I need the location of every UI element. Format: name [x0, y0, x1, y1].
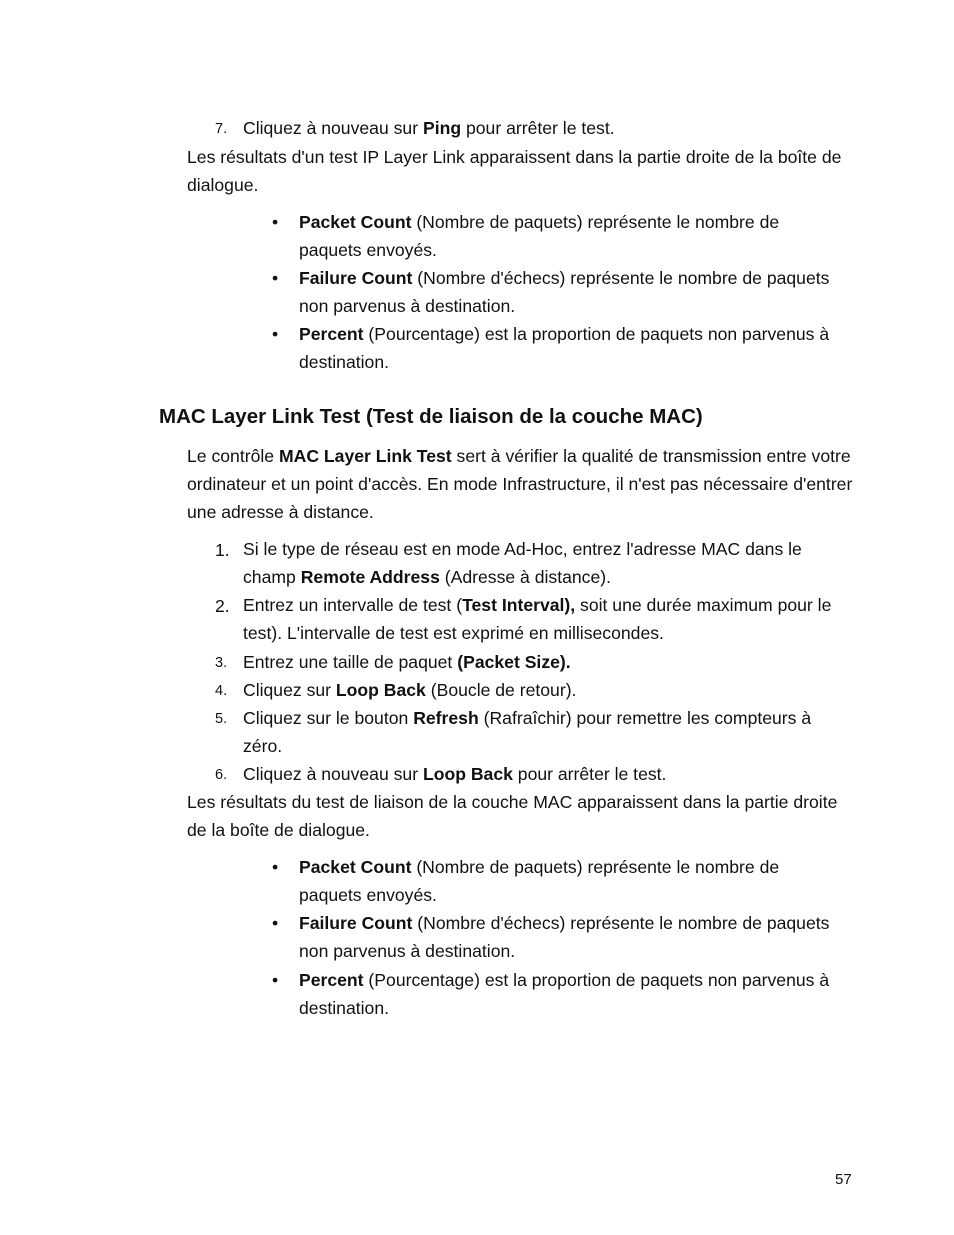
step-text: Cliquez à nouveau sur Loop Back pour arrêter le test.: [243, 764, 667, 784]
page-number: 57: [835, 1171, 852, 1188]
bullet-glyph: •: [272, 268, 279, 288]
bold-term: Ping: [422, 118, 462, 138]
mac-results-paragraph: Les résultats du test de liaison de la couche MAC apparaissent dans la partie droite de la boîte de dialogue.: [187, 792, 838, 841]
ip-results-paragraph: Les résultats d'un test IP Layer Link apparaissent dans la partie droite de la boîte de dialogue.: [187, 147, 842, 196]
step-number: 3.: [215, 655, 228, 671]
bullet-glyph: •: [272, 324, 279, 344]
bullet-item: Failure Count (Nombre d'échecs) représente le nombre de paquets non parvenus à destination.: [299, 913, 830, 962]
bullet-item: Percent (Pourcentage) est la proportion de paquets non parvenus à destination.: [299, 970, 830, 1019]
bullet-glyph: •: [272, 970, 279, 990]
section-title: MAC Layer Link Test (Test de liaison de la couche MAC): [159, 405, 703, 428]
step-number: 4.: [215, 683, 228, 699]
step-number: 2.: [215, 596, 230, 616]
step-number: 5.: [215, 711, 228, 727]
step-number: 7.: [215, 121, 228, 137]
intro-paragraph: Le contrôle MAC Layer Link Test sert à vérifier la qualité de transmission entre votre ordinateur et un point d'accès. En mode Infrastructure, il n'est pas nécessaire d'entrer une adresse à distance.: [187, 446, 853, 523]
bullet-glyph: •: [272, 212, 279, 232]
step-text: Si le type de réseau est en mode Ad-Hoc, entrez l'adresse MAC dans le champ Remote Address (Adresse à distance).: [243, 539, 802, 588]
step-text: Cliquez à nouveau sur Ping pour arrêter le test.: [243, 118, 615, 138]
step-number: 1.: [215, 540, 230, 560]
step-text: Cliquez sur Loop Back (Boucle de retour).: [243, 680, 577, 700]
bullet-glyph: •: [272, 913, 279, 933]
bullet-glyph: •: [272, 857, 279, 877]
bullet-item: Failure Count (Nombre d'échecs) représente le nombre de paquets non parvenus à destination.: [299, 268, 830, 317]
step-text: Entrez un intervalle de test (Test Interval), soit une durée maximum pour le test). L'intervalle de test est exprimé en millisecondes.: [243, 595, 832, 644]
bullet-item: Percent (Pourcentage) est la proportion de paquets non parvenus à destination.: [299, 324, 830, 373]
step-text: Cliquez sur le bouton Refresh (Rafraîchir) pour remettre les compteurs à zéro.: [243, 708, 812, 757]
bullet-item: Packet Count (Nombre de paquets) représente le nombre de paquets envoyés.: [299, 212, 780, 261]
bullet-item: Packet Count (Nombre de paquets) représente le nombre de paquets envoyés.: [299, 857, 780, 906]
step-text: Entrez une taille de paquet (Packet Size).: [243, 652, 571, 672]
bold-term: MAC Layer Link Test: [278, 446, 452, 466]
step-number: 6.: [215, 767, 228, 783]
